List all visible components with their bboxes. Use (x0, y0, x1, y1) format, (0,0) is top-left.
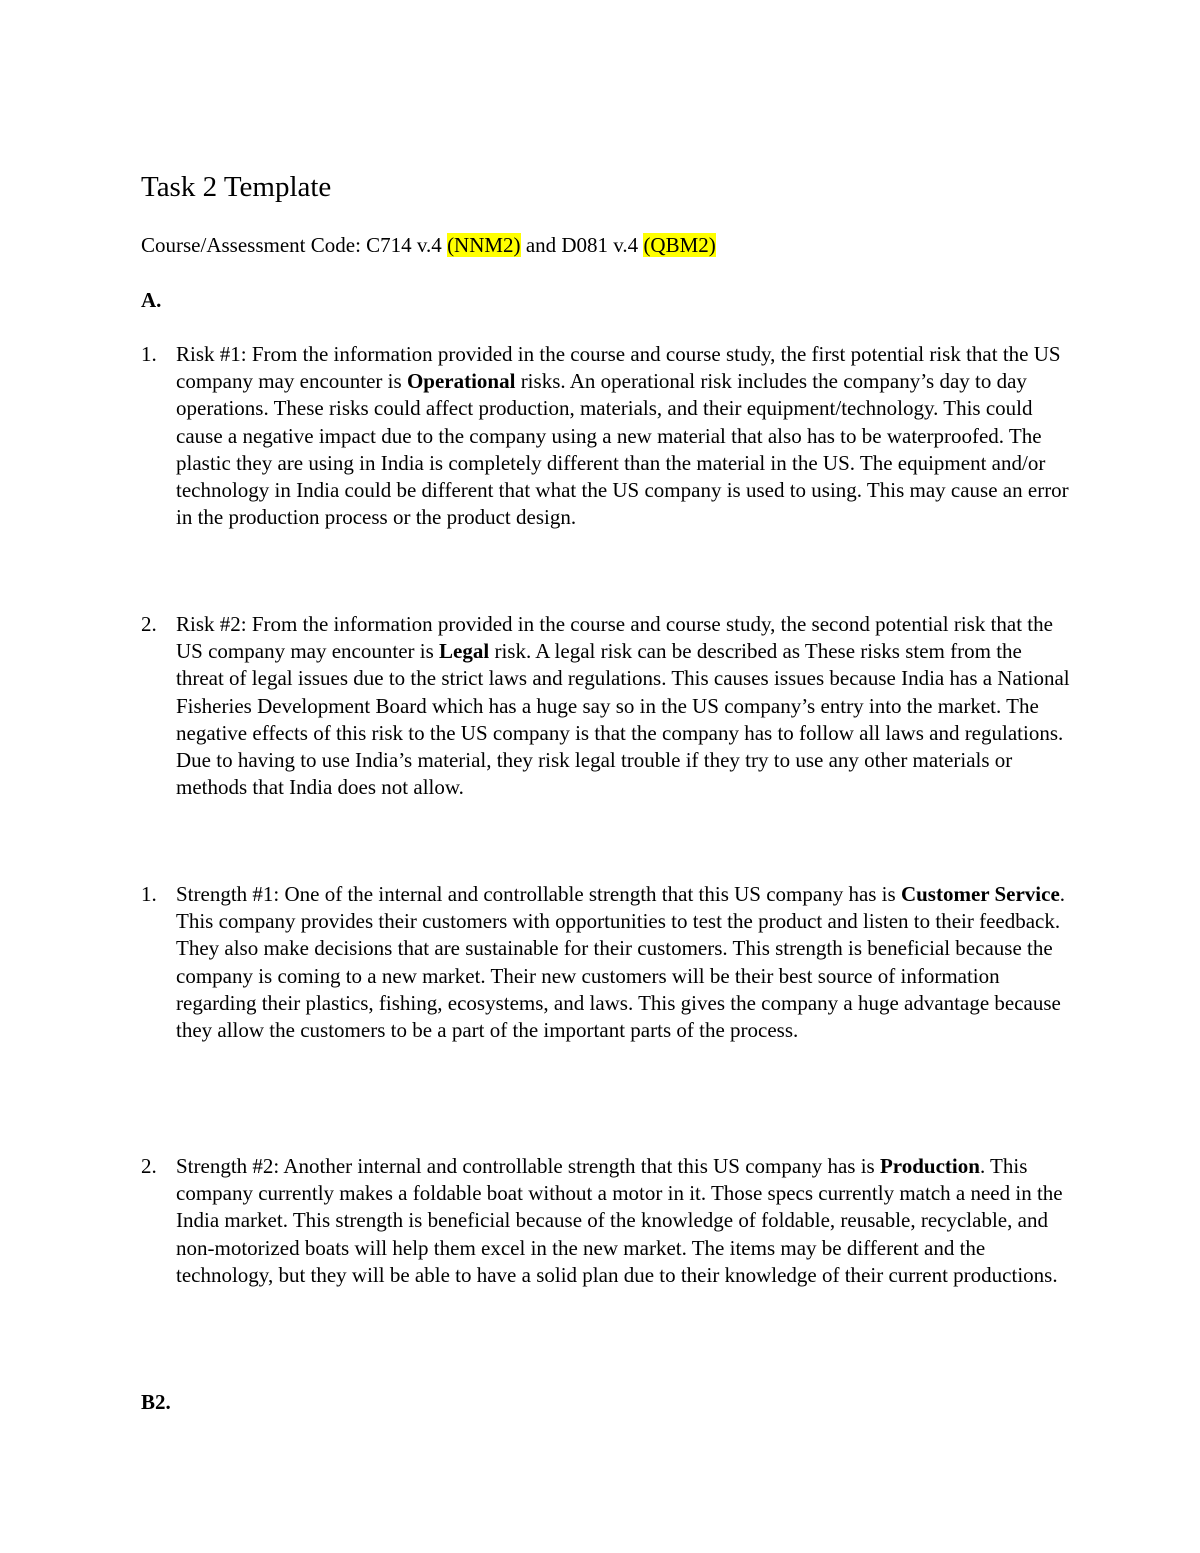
text-run: Strength #1: One of the internal and controllable strength that this US company has is (176, 882, 901, 906)
section-a-heading: A. (141, 288, 162, 312)
text-run: . This company currently makes a foldable boat without a motor in it. Those specs currently match a need in the India market. This strength is beneficial because of the knowledge of foldable, reusable, recyclable, and non-motorized boats will help them excel in the new market. The items may be different and the technology, but they will be able to have a solid plan due to their knowledge of their current productions. (176, 1154, 1063, 1287)
document-title: Task 2 Template (141, 171, 332, 203)
risk-item-1 (141, 341, 1071, 531)
list-number: 1. (141, 342, 157, 366)
list-number: 2. (141, 612, 157, 636)
list-item-text (176, 881, 1071, 1044)
strength-item-1 (141, 881, 1071, 1044)
course-code-prefix: Course/Assessment Code: C714 v.4 (141, 233, 448, 257)
bold-term: Production (879, 1154, 980, 1178)
bold-term: Customer Service (900, 882, 1060, 906)
course-code-middle: and D081 v.4 (520, 233, 644, 257)
text-run: risks. An operational risk includes the company’s day to day operations. These risks could affect production, materials, and their equipment/technology. This could cause a negative impact due to the company using a new material that also has to be waterproofed. The plastic they are using in India is completely different than the material in the US. The equipment and/or technology in India could be different that what the US company is used to using. This may cause an error in the production process or the product design. (176, 369, 1069, 530)
text-run: Risk #2: From the information provided in the course and course study, the second potential risk that the US company may encounter is (176, 612, 1053, 664)
text-run: Risk #1: From the information provided in the course and course study, the first potential risk that the US company may encounter is (176, 342, 1061, 394)
bold-term: Legal (439, 639, 490, 664)
course-code-highlight-2: (QBM2) (643, 233, 716, 257)
course-code-highlight-1: (NNM2) (447, 233, 521, 257)
list-number: 1. (141, 882, 157, 906)
text-run: . This company provides their customers with opportunities to test the product and listen to their feedback. They also make decisions that are sustainable for their customers. This strength is beneficial because the company is coming to a new market. Their new customers will be their best source of information regarding their plastics, fishing, ecosystems, and laws. This gives the company a huge advantage because they allow the customers to be a part of the important parts of the process. (176, 882, 1066, 1043)
strength-item-2 (141, 1153, 1071, 1289)
text-run: risk. A legal risk can be described as These risks stem from the threat of legal issues due to the strict laws and regulations. This causes issues because India has a National Fisheries Development Board which has a huge say so in the US company’s entry into the market. The negative effects of this risk to the US company is that the company has to follow all laws and regulations. Due to having to use India’s material, they risk legal trouble if they try to use any other materials or methods that India does not allow. (176, 639, 1070, 800)
section-b2-heading: B2. (141, 1390, 171, 1414)
list-item-text (176, 1153, 1071, 1289)
text-run: Strength #2: Another internal and controllable strength that this US company has is (176, 1154, 880, 1178)
list-item-text (176, 611, 1071, 801)
bold-term: Operational (406, 369, 516, 394)
course-code-line (141, 232, 716, 259)
list-item-text (176, 341, 1071, 531)
list-number: 2. (141, 1154, 157, 1178)
risk-item-2 (141, 611, 1071, 801)
